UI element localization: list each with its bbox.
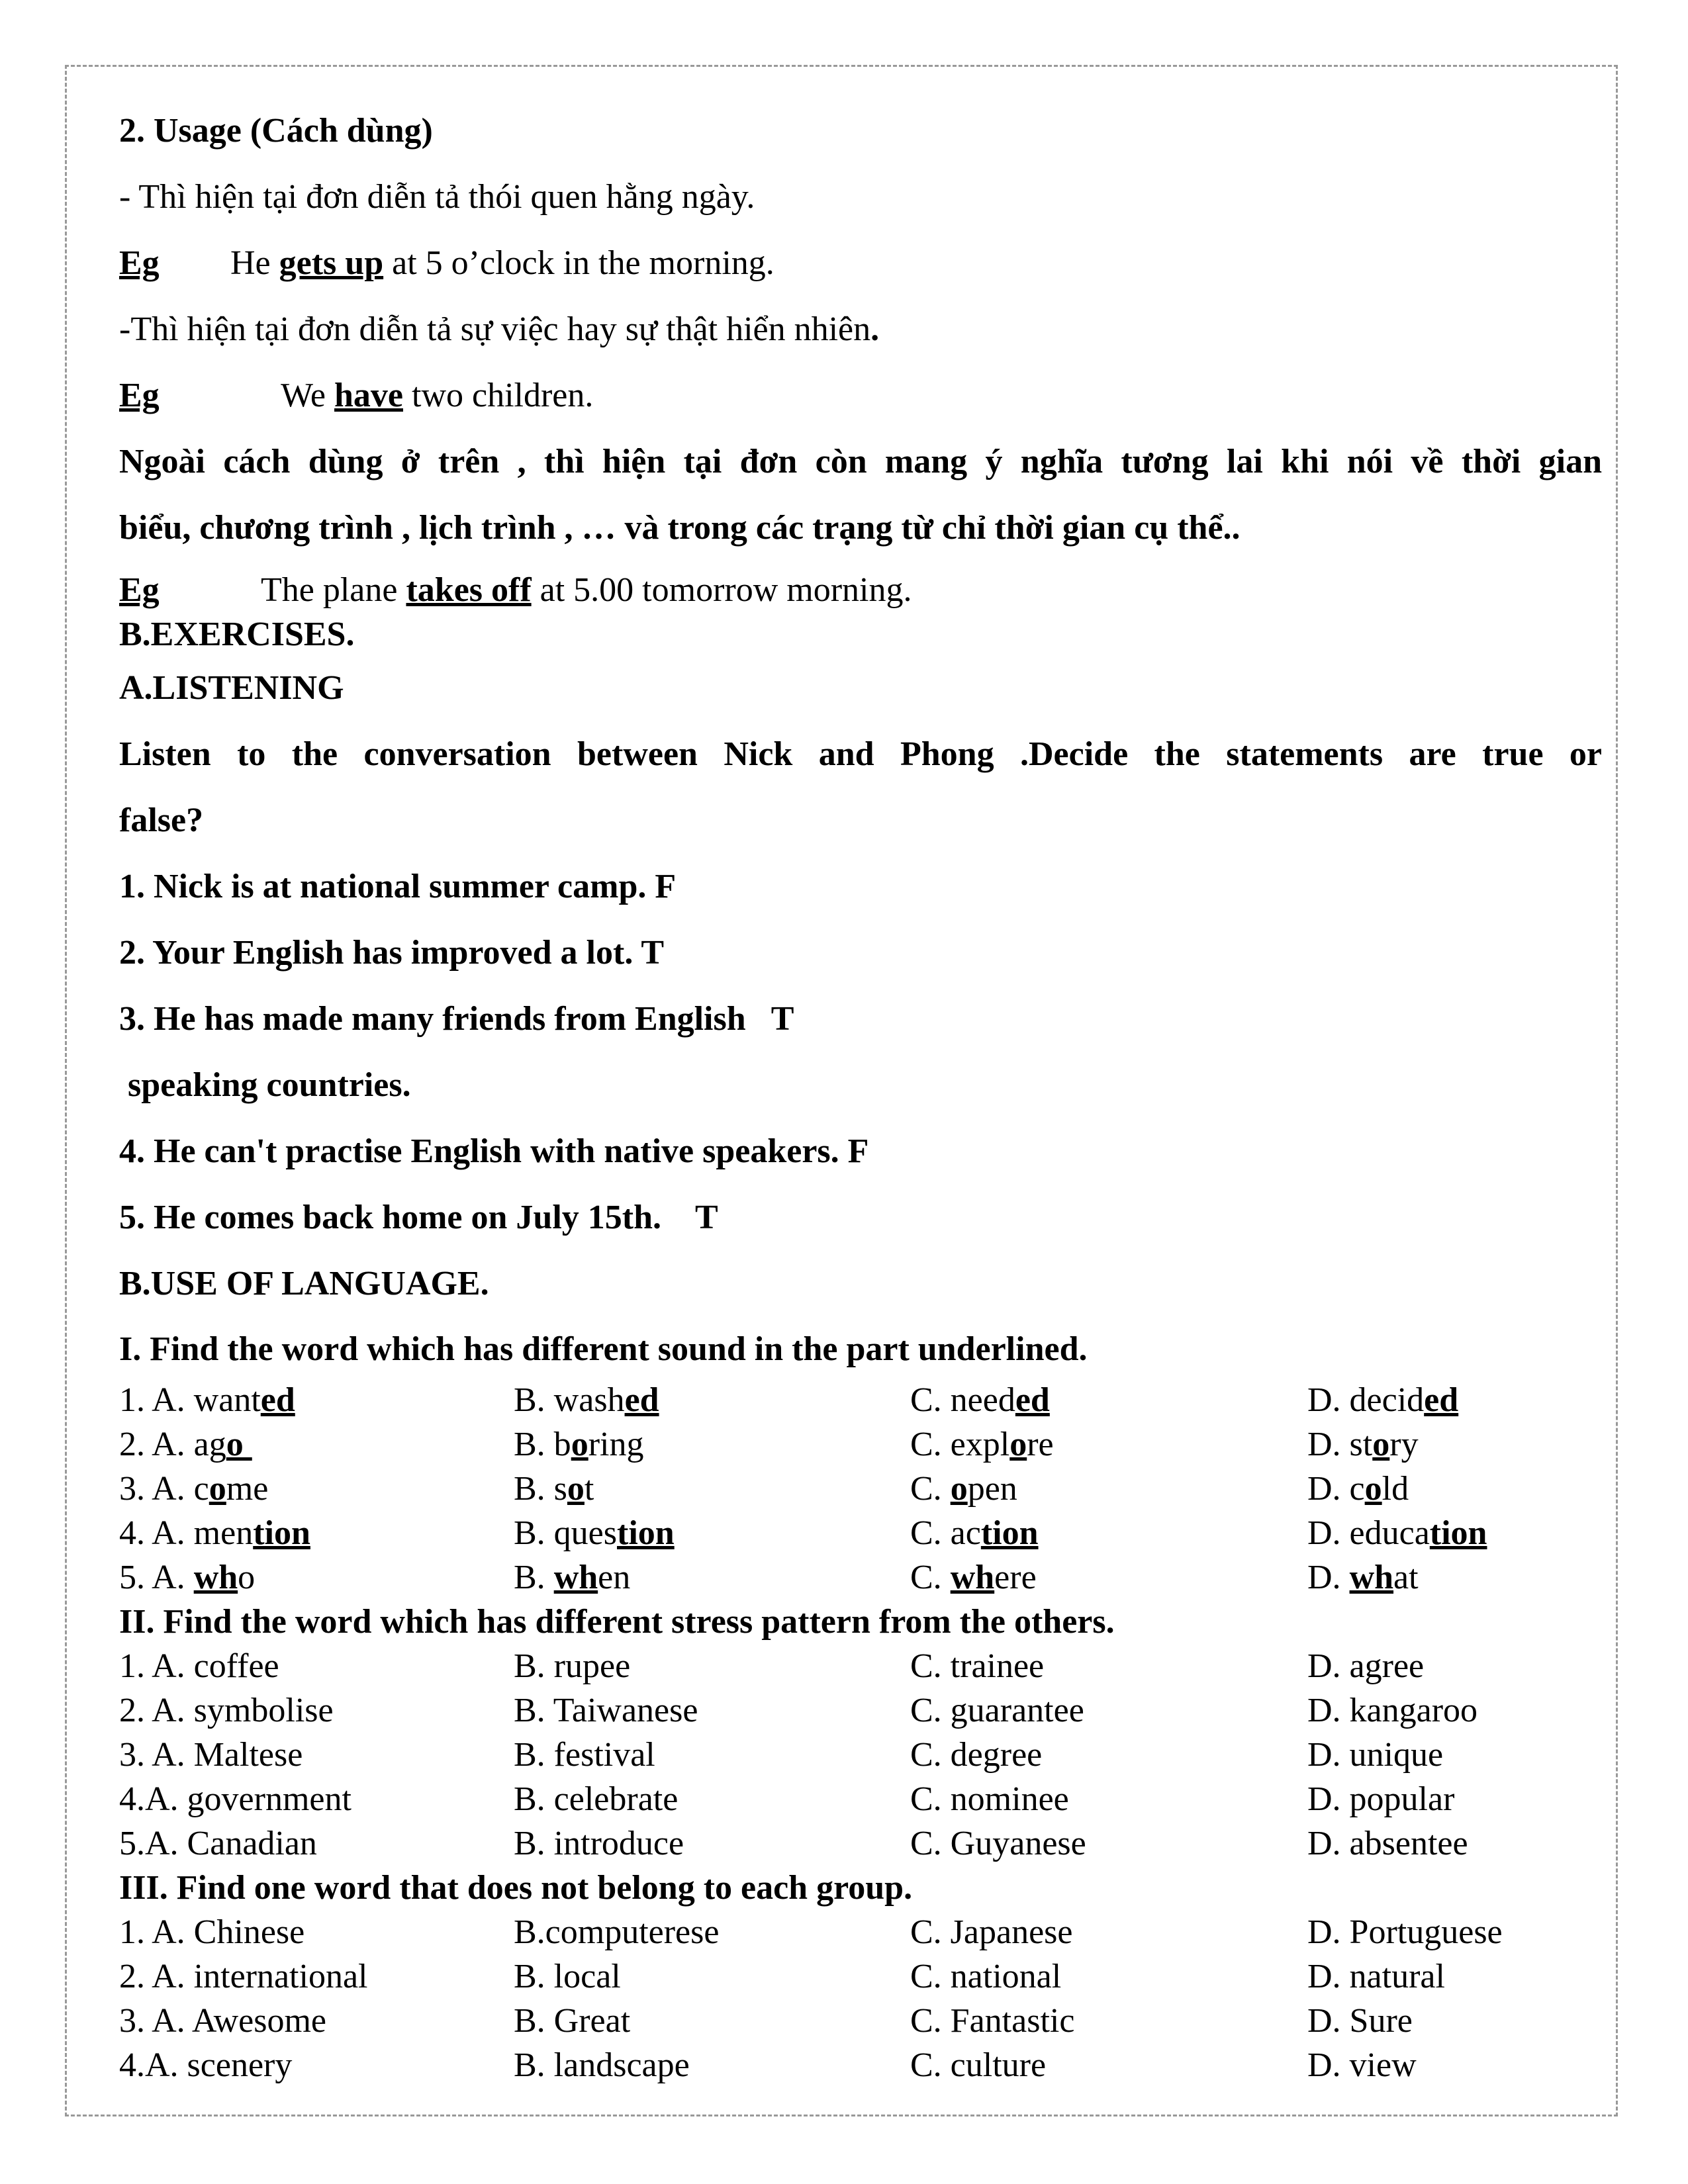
option-text: me xyxy=(226,1470,269,1508)
listening-item-continuation: speaking countries. xyxy=(119,1066,411,1104)
underlined-part: o xyxy=(1009,1426,1027,1463)
option-text: en xyxy=(598,1559,631,1596)
answer-option xyxy=(514,1511,675,1555)
usage-point-2-period: . xyxy=(870,310,880,348)
answer-option: 1. A. Chinese xyxy=(119,1913,305,1951)
example-label: Eg xyxy=(119,571,160,609)
option-text: D. st xyxy=(1307,1426,1373,1463)
example-verb: have xyxy=(334,377,403,414)
answer-option: B. Great xyxy=(514,2002,631,2040)
underlined-part: o xyxy=(950,1470,968,1508)
answer-option: D. natural xyxy=(1307,1958,1445,1995)
listening-instruction-line-2: false? xyxy=(119,801,204,839)
example-verb: gets up xyxy=(279,244,384,282)
option-text: B. b xyxy=(514,1426,571,1463)
option-text: ring xyxy=(588,1426,644,1463)
answer-option: 2. A. symbolise xyxy=(119,1692,334,1729)
option-text: ry xyxy=(1389,1426,1419,1463)
answer-option xyxy=(514,1378,659,1422)
option-text: C. xyxy=(910,1559,951,1596)
question-row xyxy=(119,2043,1602,2087)
listening-item: 5. He comes back home on July 15th. T xyxy=(119,1199,718,1236)
question-row xyxy=(119,1777,1602,1821)
answer-option xyxy=(910,1378,1050,1422)
answer-option: C. Guyanese xyxy=(910,1825,1086,1862)
answer-option xyxy=(1307,1555,1419,1600)
example-verb: takes off xyxy=(406,571,532,609)
underlined-part: ed xyxy=(1015,1381,1050,1419)
answer-option: B.computerese xyxy=(514,1913,720,1951)
underlined-part: tion xyxy=(253,1514,310,1552)
answer-option xyxy=(910,1422,1054,1467)
example-label: Eg xyxy=(119,244,160,282)
underlined-part: ed xyxy=(1424,1381,1459,1419)
option-text: C. ac xyxy=(910,1514,981,1552)
answer-option xyxy=(119,1511,310,1555)
answer-option xyxy=(1307,1511,1487,1555)
answer-option xyxy=(119,1378,295,1422)
answer-option xyxy=(910,1511,1039,1555)
listening-instruction-line-1: Listen to the conversation between Nick and Phong .Decide the statements are true or xyxy=(119,735,1602,773)
listening-heading: A.LISTENING xyxy=(119,669,344,707)
example-2 xyxy=(119,363,1602,429)
answer-option: C. national xyxy=(910,1958,1062,1995)
answer-option: D. agree xyxy=(1307,1647,1425,1685)
section-2-table xyxy=(119,1644,1602,1866)
section-1-table xyxy=(119,1378,1602,1600)
document-body xyxy=(119,98,1602,2087)
section-2-heading: II. Find the word which has different stress pattern from the others. xyxy=(119,1603,1115,1641)
option-text: o xyxy=(238,1559,256,1596)
underlined-part: tion xyxy=(617,1514,675,1552)
option-text: ere xyxy=(994,1559,1037,1596)
answer-option: 4.A. government xyxy=(119,1780,352,1818)
option-text: B. ques xyxy=(514,1514,617,1552)
underlined-part: tion xyxy=(980,1514,1039,1552)
answer-option: 4.A. scenery xyxy=(119,2046,293,2084)
option-text: 5. A. xyxy=(119,1559,194,1596)
option-text: 1. A. want xyxy=(119,1381,261,1419)
question-row xyxy=(119,1511,1602,1555)
answer-option: C. trainee xyxy=(910,1647,1045,1685)
use-of-language-heading: B.USE OF LANGUAGE. xyxy=(119,1265,489,1302)
option-text: D. xyxy=(1307,1559,1350,1596)
answer-option xyxy=(119,1555,255,1600)
answer-option: B. landscape xyxy=(514,2046,690,2084)
option-text: t xyxy=(584,1470,594,1508)
usage-note-line-1: Ngoài cách dùng ở trên , thì hiện tại đơn còn mang ý nghĩa tương lai khi nói về thời gian xyxy=(119,443,1602,480)
usage-point-1: - Thì hiện tại đơn diễn tả thói quen hằng ngày. xyxy=(119,178,755,216)
listening-item: 1. Nick is at national summer camp. F xyxy=(119,868,677,905)
option-text: pen xyxy=(967,1470,1017,1508)
example-text: The plane xyxy=(261,571,406,609)
answer-option: 1. A. coffee xyxy=(119,1647,279,1685)
answer-option xyxy=(910,1467,1017,1511)
example-text: at 5 o’clock in the morning. xyxy=(383,244,774,282)
answer-option: C. Japanese xyxy=(910,1913,1073,1951)
example-text: at 5.00 tomorrow morning. xyxy=(531,571,912,609)
answer-option: C. nominee xyxy=(910,1780,1069,1818)
answer-option: C. Fantastic xyxy=(910,2002,1075,2040)
option-text: 3. A. c xyxy=(119,1470,209,1508)
answer-option: 2. A. international xyxy=(119,1958,368,1995)
question-row xyxy=(119,1422,1602,1467)
option-text: C. need xyxy=(910,1381,1015,1419)
underlined-part: o xyxy=(1364,1470,1382,1508)
answer-option: D. Sure xyxy=(1307,2002,1413,2040)
answer-option: 3. A. Maltese xyxy=(119,1736,303,1774)
answer-option: B. festival xyxy=(514,1736,655,1774)
answer-option xyxy=(910,1555,1037,1600)
example-label: Eg xyxy=(119,377,160,414)
example-1 xyxy=(119,230,1602,296)
answer-option xyxy=(514,1467,594,1511)
question-row xyxy=(119,1688,1602,1733)
option-text: D. c xyxy=(1307,1470,1365,1508)
section-3-heading: III. Find one word that does not belong to each group. xyxy=(119,1869,913,1907)
answer-option: B. celebrate xyxy=(514,1780,679,1818)
answer-option: D. kangaroo xyxy=(1307,1692,1478,1729)
example-text: He xyxy=(230,244,279,282)
listening-item: 2. Your English has improved a lot. T xyxy=(119,934,665,972)
option-text: ld xyxy=(1382,1470,1409,1508)
usage-point-2 xyxy=(119,296,1602,363)
answer-option xyxy=(1307,1467,1409,1511)
option-text: C. xyxy=(910,1470,951,1508)
answer-option: D. absentee xyxy=(1307,1825,1468,1862)
listening-item: 4. He can't practise English with native speakers. F xyxy=(119,1132,869,1170)
answer-option xyxy=(119,1467,268,1511)
question-row xyxy=(119,1910,1602,1954)
usage-point-2-text: -Thì hiện tại đơn diễn tả sự việc hay sự thật hiển nhiên xyxy=(119,310,871,348)
answer-option: C. guarantee xyxy=(910,1692,1084,1729)
answer-option: C. culture xyxy=(910,2046,1047,2084)
option-text: 2. A. ag xyxy=(119,1426,226,1463)
answer-option: D. popular xyxy=(1307,1780,1455,1818)
underlined-part: wh xyxy=(1349,1559,1394,1596)
section-3-table xyxy=(119,1910,1602,2087)
question-row xyxy=(119,1999,1602,2043)
answer-option: D. Portuguese xyxy=(1307,1913,1503,1951)
underlined-part: o xyxy=(1372,1426,1390,1463)
answer-option xyxy=(514,1555,630,1600)
option-text: B. s xyxy=(514,1470,567,1508)
answer-option: B. introduce xyxy=(514,1825,684,1862)
answer-option: B. Taiwanese xyxy=(514,1692,698,1729)
underlined-part: ed xyxy=(260,1381,295,1419)
underlined-part: ed xyxy=(624,1381,659,1419)
option-text: 4. A. men xyxy=(119,1514,254,1552)
listening-item: 3. He has made many friends from English T xyxy=(119,1000,794,1038)
question-row xyxy=(119,1467,1602,1511)
option-text: C. expl xyxy=(910,1426,1010,1463)
example-text: two children. xyxy=(403,377,594,414)
usage-note-line-2: biểu, chương trình , lịch trình , … và trong các trạng từ chỉ thời gian cụ thể.. xyxy=(119,509,1241,547)
answer-option: D. view xyxy=(1307,2046,1417,2084)
answer-option xyxy=(1307,1422,1419,1467)
underlined-part: o xyxy=(567,1470,585,1508)
option-text: D. educa xyxy=(1307,1514,1430,1552)
question-row xyxy=(119,1378,1602,1422)
question-row xyxy=(119,1644,1602,1688)
underlined-part: o xyxy=(571,1426,588,1463)
answer-option: 5.A. Canadian xyxy=(119,1825,317,1862)
question-row xyxy=(119,1954,1602,1999)
answer-option: 3. A. Awesome xyxy=(119,2002,326,2040)
underlined-part: o xyxy=(209,1470,226,1508)
answer-option: D. unique xyxy=(1307,1736,1444,1774)
option-text: B. wash xyxy=(514,1381,625,1419)
usage-heading: 2. Usage (Cách dùng) xyxy=(119,112,433,150)
underlined-part: wh xyxy=(553,1559,598,1596)
answer-option: B. rupee xyxy=(514,1647,631,1685)
option-text: D. decid xyxy=(1307,1381,1425,1419)
underlined-part: wh xyxy=(193,1559,238,1596)
example-3 xyxy=(119,568,1602,612)
exercises-heading: B.EXERCISES. xyxy=(119,615,355,653)
answer-option: B. local xyxy=(514,1958,621,1995)
section-1-heading: I. Find the word which has different sound in the part underlined. xyxy=(119,1330,1088,1368)
option-text: re xyxy=(1027,1426,1054,1463)
question-row xyxy=(119,1821,1602,1866)
answer-option: C. degree xyxy=(910,1736,1043,1774)
answer-option xyxy=(514,1422,643,1467)
underlined-part: tion xyxy=(1429,1514,1487,1552)
answer-option xyxy=(119,1422,252,1467)
underlined-part: wh xyxy=(950,1559,995,1596)
question-row xyxy=(119,1733,1602,1777)
answer-option xyxy=(1307,1378,1458,1422)
question-row xyxy=(119,1555,1602,1600)
underlined-part: o xyxy=(226,1426,252,1463)
example-text: We xyxy=(281,377,334,414)
option-text: B. xyxy=(514,1559,554,1596)
option-text: at xyxy=(1393,1559,1419,1596)
